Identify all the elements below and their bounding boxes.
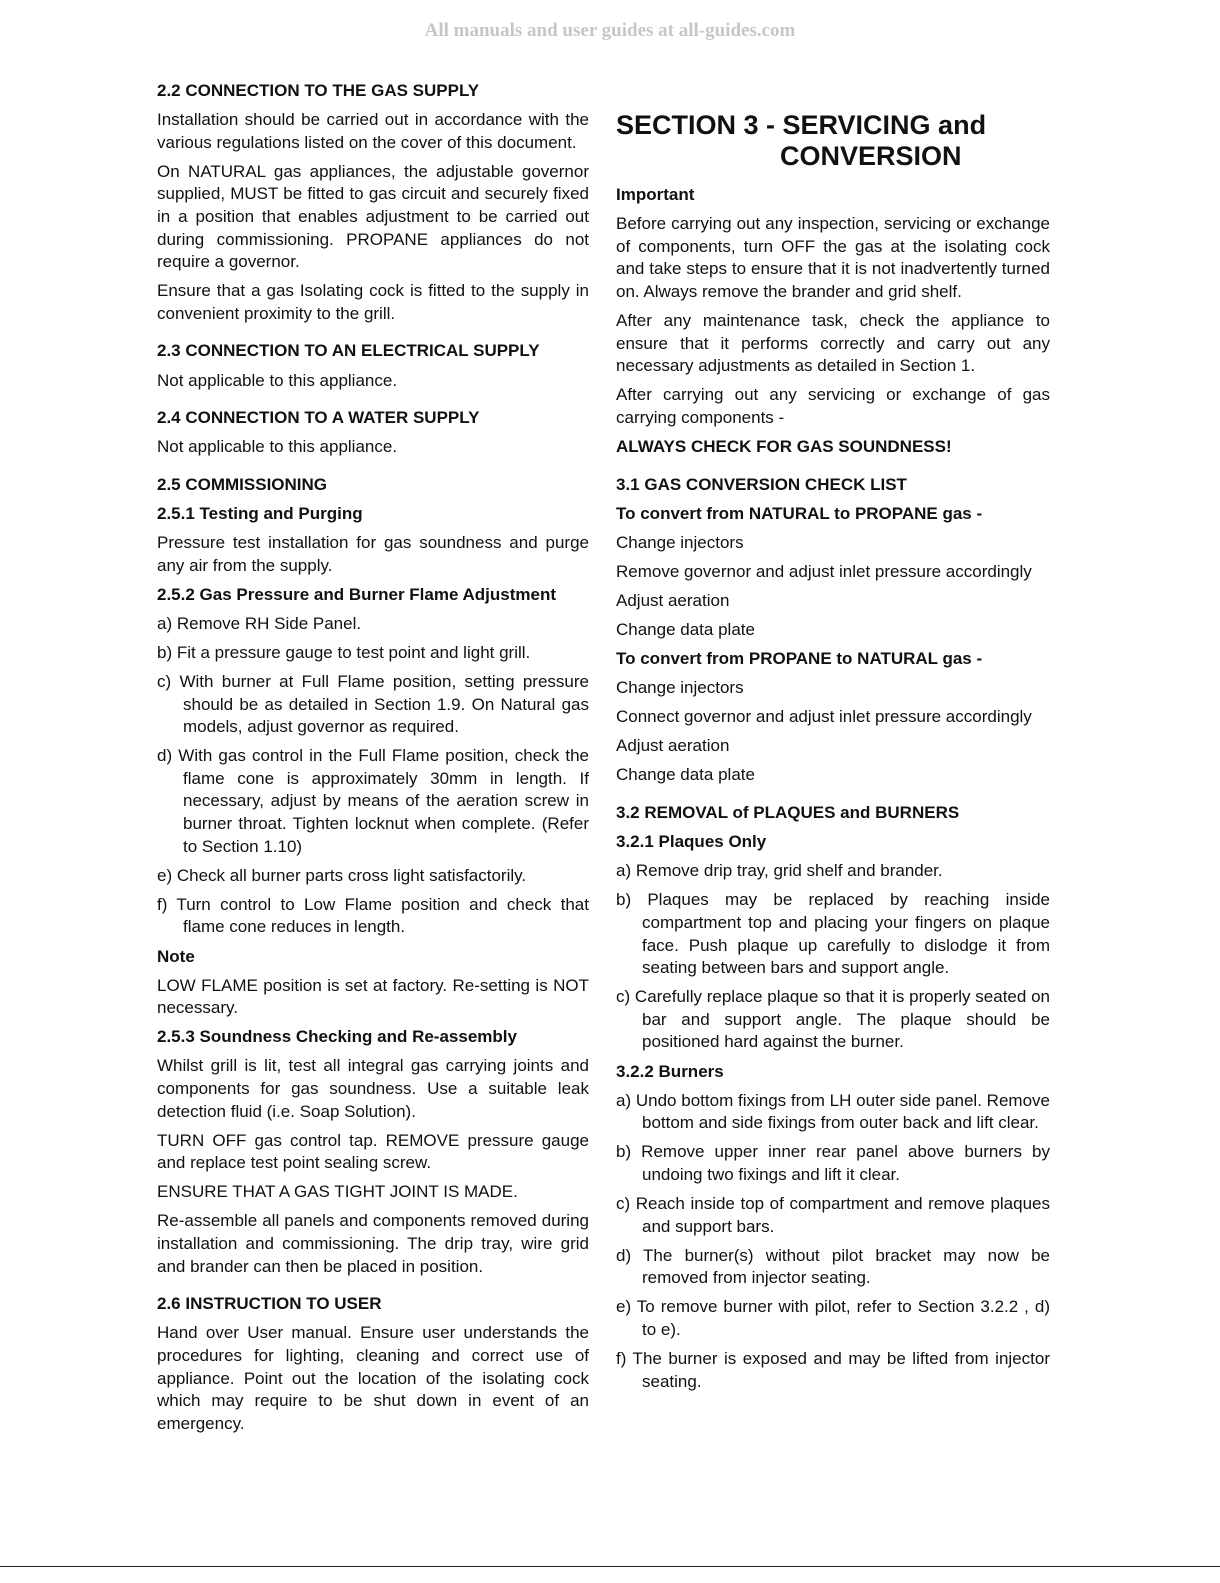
- natural-to-propane-heading: To convert from NATURAL to PROPANE gas -: [616, 503, 983, 523]
- paragraph: Before carrying out any inspection, servicing or exchange of components, turn OFF the gas at the isolating cock and take steps to ensure that it is not inadvertently turned on. Always remove the brander and grid shelf.: [616, 214, 1050, 301]
- list-item: a) Undo bottom fixings from LH outer side panel. Remove bottom and side fixings from outer back and lift clear.: [616, 1090, 1050, 1133]
- paragraph: On NATURAL gas appliances, the adjustable governor supplied, MUST be fitted to gas circuit and securely fixed in a position that enables adjustment to be carried out during commissioning. PROPANE appliances do not require a governor.: [157, 161, 589, 272]
- section-2-5-1-heading: 2.5.1 Testing and Purging: [157, 503, 363, 523]
- section-3-1-heading: 3.1 GAS CONVERSION CHECK LIST: [616, 474, 907, 494]
- list-item: b) Remove upper inner rear panel above burners by undoing two fixings and lift it clear.: [616, 1142, 1050, 1184]
- section-3-title: [616, 110, 1050, 172]
- list-item: e) Check all burner parts cross light satisfactorily.: [157, 865, 527, 885]
- section-3-2-1-heading: 3.2.1 Plaques Only: [616, 832, 767, 852]
- list-item: Adjust aeration: [616, 590, 730, 610]
- list-item: a) Remove drip tray, grid shelf and brander.: [616, 861, 943, 881]
- section-3-2-2-heading: 3.2.2 Burners: [616, 1061, 724, 1081]
- list-item: c) With burner at Full Flame position, setting pressure should be as detailed in Section 1.9. On Natural gas models, adjust governor as required.: [157, 671, 589, 737]
- list-item: c) Carefully replace plaque so that it is properly seated on bar and support angle. The plaque should be positioned hard against the burner.: [616, 987, 1050, 1052]
- warning-text: ALWAYS CHECK FOR GAS SOUNDNESS!: [616, 436, 952, 456]
- list-item: c) Reach inside top of compartment and remove plaques and support bars.: [616, 1193, 1050, 1236]
- list-item: Change injectors: [616, 678, 744, 698]
- watermark-header: All manuals and user guides at all-guides.com: [424, 20, 796, 41]
- paragraph: After carrying out any servicing or exchange of gas carrying components -: [616, 385, 1050, 427]
- section-2-5-3-heading: 2.5.3 Soundness Checking and Re-assembly: [157, 1027, 517, 1047]
- important-heading: Important: [616, 185, 695, 204]
- list-item: Change data plate: [616, 765, 755, 785]
- list-item: b) Fit a pressure gauge to test point and light grill.: [157, 642, 531, 662]
- bottom-divider: [0, 1566, 1220, 1567]
- paragraph: Re-assemble all panels and components removed during installation and commissioning. The drip tray, wire grid and brander can then be placed in position.: [157, 1211, 589, 1276]
- paragraph: Ensure that a gas Isolating cock is fitted to the supply in convenient proximity to the grill.: [157, 281, 589, 323]
- list-item: f) The burner is exposed and may be lifted from injector seating.: [616, 1349, 1050, 1391]
- paragraph: ENSURE THAT A GAS TIGHT JOINT IS MADE.: [157, 1182, 518, 1202]
- list-item: d) The burner(s) without pilot bracket may now be removed from injector seating.: [616, 1245, 1050, 1288]
- paragraph: After any maintenance task, check the appliance to ensure that it performs correctly and carry out any necessary adjustments as detailed in Section 1.: [616, 310, 1050, 376]
- section-3-2-heading: 3.2 REMOVAL of PLAQUES and BURNERS: [616, 803, 960, 823]
- section-2-5-2-heading: 2.5.2 Gas Pressure and Burner Flame Adjustment: [157, 584, 557, 604]
- list-item: d) With gas control in the Full Flame position, check the flame cone is approximately 30mm in length. If necessary, adjust by means of the aeration screw in burner throat. Tighten locknut when complete. (Refer to Section 1.10): [157, 746, 589, 856]
- note-heading: Note: [157, 946, 195, 966]
- section-3-title-line2: CONVERSION: [780, 141, 962, 171]
- paragraph: Not applicable to this appliance.: [157, 370, 398, 390]
- paragraph: Whilst grill is lit, test all integral gas carrying joints and components for gas soundness. Use a suitable leak detection fluid (i.e. Soap Solution).: [157, 1056, 589, 1121]
- list-item: Change data plate: [616, 620, 755, 639]
- right-column: [616, 80, 1050, 1400]
- section-2-2-heading: 2.2 CONNECTION TO THE GAS SUPPLY: [157, 81, 480, 100]
- list-item: Change injectors: [616, 532, 744, 552]
- list-item: f) Turn control to Low Flame position and check that flame cone reduces in length.: [157, 894, 589, 937]
- list-item: Adjust aeration: [616, 736, 730, 756]
- list-item: e) To remove burner with pilot, refer to Section 3.2.2 , d) to e).: [616, 1297, 1050, 1339]
- paragraph: Hand over User manual. Ensure user understands the procedures for lighting, cleaning and correct use of appliance. Point out the location of the isolating cock which may require to be shut down in event of an emergency.: [157, 1323, 589, 1433]
- list-item: a) Remove RH Side Panel.: [157, 613, 362, 633]
- section-2-5-heading: 2.5 COMMISSIONING: [157, 474, 328, 494]
- section-2-4-heading: 2.4 CONNECTION TO A WATER SUPPLY: [157, 408, 480, 428]
- paragraph: Pressure test installation for gas soundness and purge any air from the supply.: [157, 533, 589, 575]
- propane-to-natural-heading: To convert from PROPANE to NATURAL gas -: [616, 649, 983, 669]
- section-2-6-heading: 2.6 INSTRUCTION TO USER: [157, 1294, 382, 1314]
- paragraph: Installation should be carried out in accordance with the various regulations listed on the cover of this document.: [157, 110, 589, 152]
- left-column: [157, 80, 589, 1442]
- list-item: Remove governor and adjust inlet pressure accordingly: [616, 561, 1032, 581]
- list-item: b) Plaques may be replaced by reaching inside compartment top and placing your fingers on plaque face. Push plaque up carefully to dislodge it from seating between bars and support angle.: [616, 890, 1050, 978]
- section-2-3-heading: 2.3 CONNECTION TO AN ELECTRICAL SUPPLY: [157, 341, 540, 361]
- paragraph: LOW FLAME position is set at factory. Re-setting is NOT necessary.: [157, 975, 589, 1018]
- list-item: Connect governor and adjust inlet pressure accordingly: [616, 707, 1032, 727]
- paragraph: TURN OFF gas control tap. REMOVE pressure gauge and replace test point sealing screw.: [157, 1130, 589, 1173]
- paragraph: Not applicable to this appliance.: [157, 437, 398, 457]
- section-3-title-line1: SECTION 3 - SERVICING and: [616, 110, 987, 140]
